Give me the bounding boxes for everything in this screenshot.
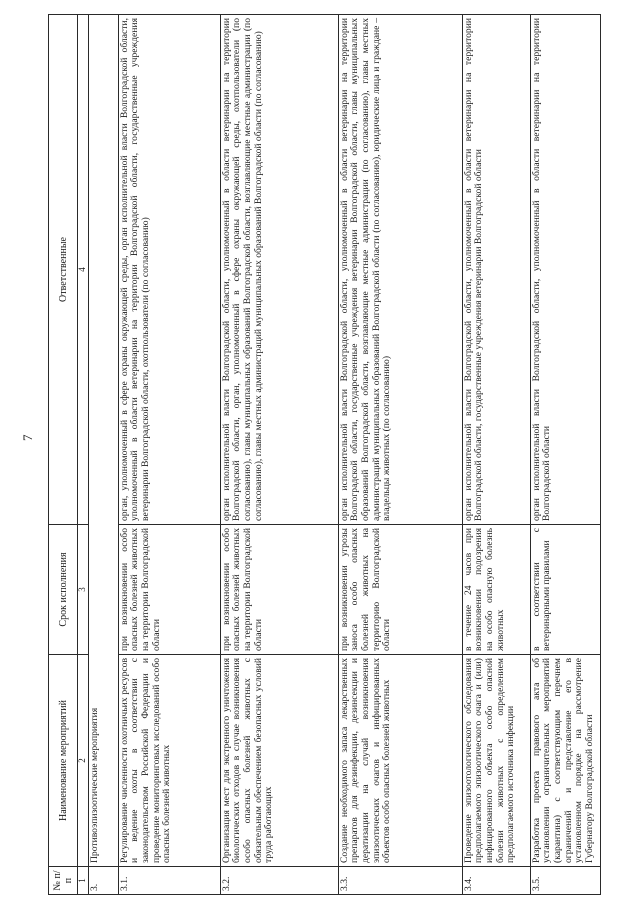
- measure-name: Создание необходимого запаса лекарственных препаратов для дезинфекции, дезинсекции и дератизации на случай возникновения эпизоотических очагов и инфицированных объектов особо опасных болезней животных: [338, 655, 462, 867]
- table-row: [462, 15, 530, 895]
- measure-name: Проведение эпизоотологического обследования предполагаемого эпизоотического очага и (или) инфицированного объекта особо опасной болезни животных с определением предполагаемого источника инфекции: [462, 655, 530, 867]
- col-number: 4: [78, 15, 89, 525]
- section-number: 3.: [88, 867, 118, 895]
- header-num: № п/п: [49, 867, 78, 895]
- measure-term: при возникновении угрозы заноса особо опасных болезней животных на территорию Волгоградской области: [338, 525, 462, 655]
- section-row: [88, 15, 118, 895]
- col-number: 1: [78, 867, 89, 895]
- header-term: Срок исполнения: [49, 525, 78, 655]
- measure-name: Регулирование численности охотничьих ресурсов и ведение охоты в соответствии с законодательством Российской Федерации и проведение мониторинговых исследований особо опасных болезней животных: [118, 655, 220, 867]
- measure-name: Организация мест для экстренного уничтожения биологических отходов в случае возникновения особо опасных болезней животных с обязательным обеспечением безопасных условий труда работающих: [220, 655, 338, 867]
- row-number: 3.1.: [118, 867, 220, 895]
- measure-term: в соответствии с ветеринарными правилами: [530, 525, 600, 655]
- page-number: 7: [20, 434, 35, 441]
- column-number-row: [78, 15, 89, 895]
- measure-responsible: орган, уполномоченный в сфере охраны окружающей среды, орган исполнительной власти Волгоградской области, уполномоченный в области ветеринарии на территории Волгоградской области, государственные учреждения ветеринарии Волгоградской области, охотпользователи (по согласованию): [118, 15, 220, 525]
- measure-name: Разработка проекта правового акта об установлении ограничительных мероприятий (карантина) с соответствующим перечнем ограничений и представление его в установленном порядке на рассмотрение Губернатору Волгоградской области: [530, 655, 600, 867]
- measure-responsible: орган исполнительной власти Волгоградской области, уполномоченный в области ветеринарии на территории Волгоградской области, государственные учреждения ветеринарии Волгоградской области, главы муниципальных образований Волгоградской области, возглавляющие местные администрации (по согласованию), главы местных администраций муниципальных образований Волгоградской области (по согласованию), юридические лица и граждане – владельцы животных (по согласованию): [338, 15, 462, 525]
- measure-responsible: орган исполнительной власти Волгоградской области, уполномоченный в области ветеринарии на территории Волгоградской области: [530, 15, 600, 525]
- measure-responsible: орган исполнительной власти Волгоградской области, уполномоченный в области ветеринарии на территории Волгоградской области, орган, уполномоченный в сфере охраны окружающей среды, охотпользователи (по согласованию), главы муниципальных образований Волгоградской области, возглавляющие местные администрации (по согласованию), главы местных администраций муниципальных образований Волгоградской области (по согласованию): [220, 15, 338, 525]
- measures-table: [48, 14, 601, 895]
- header-name: Наименование мероприятий: [49, 655, 78, 867]
- col-number: 3: [78, 525, 89, 655]
- section-title: Противоэпизоотические мероприятия: [88, 15, 118, 867]
- header-responsible: Ответственные: [49, 15, 78, 525]
- table-row: [338, 15, 462, 895]
- table-row: [530, 15, 600, 895]
- table-row: [220, 15, 338, 895]
- row-number: 3.5.: [530, 867, 600, 895]
- row-number: 3.4.: [462, 867, 530, 895]
- rotated-page-content: [48, 15, 608, 895]
- measure-term: в течение 24 часов при возникновении подозрения на особо опасную болезнь животных: [462, 525, 530, 655]
- table-row: [118, 15, 220, 895]
- row-number: 3.3.: [338, 867, 462, 895]
- table-header-row: [49, 15, 78, 895]
- row-number: 3.2.: [220, 867, 338, 895]
- measure-term: при возникновении особо опасных болезней животных на территории Волгоградской области: [220, 525, 338, 655]
- measure-responsible: орган исполнительной власти Волгоградской области, уполномоченный в области ветеринарии на территории Волгоградской области, государственные учреждения ветеринарии Волгоградской области: [462, 15, 530, 525]
- measure-term: при возникновении особо опасных болезней животных на территории Волгоградской области: [118, 525, 220, 655]
- col-number: 2: [78, 655, 89, 867]
